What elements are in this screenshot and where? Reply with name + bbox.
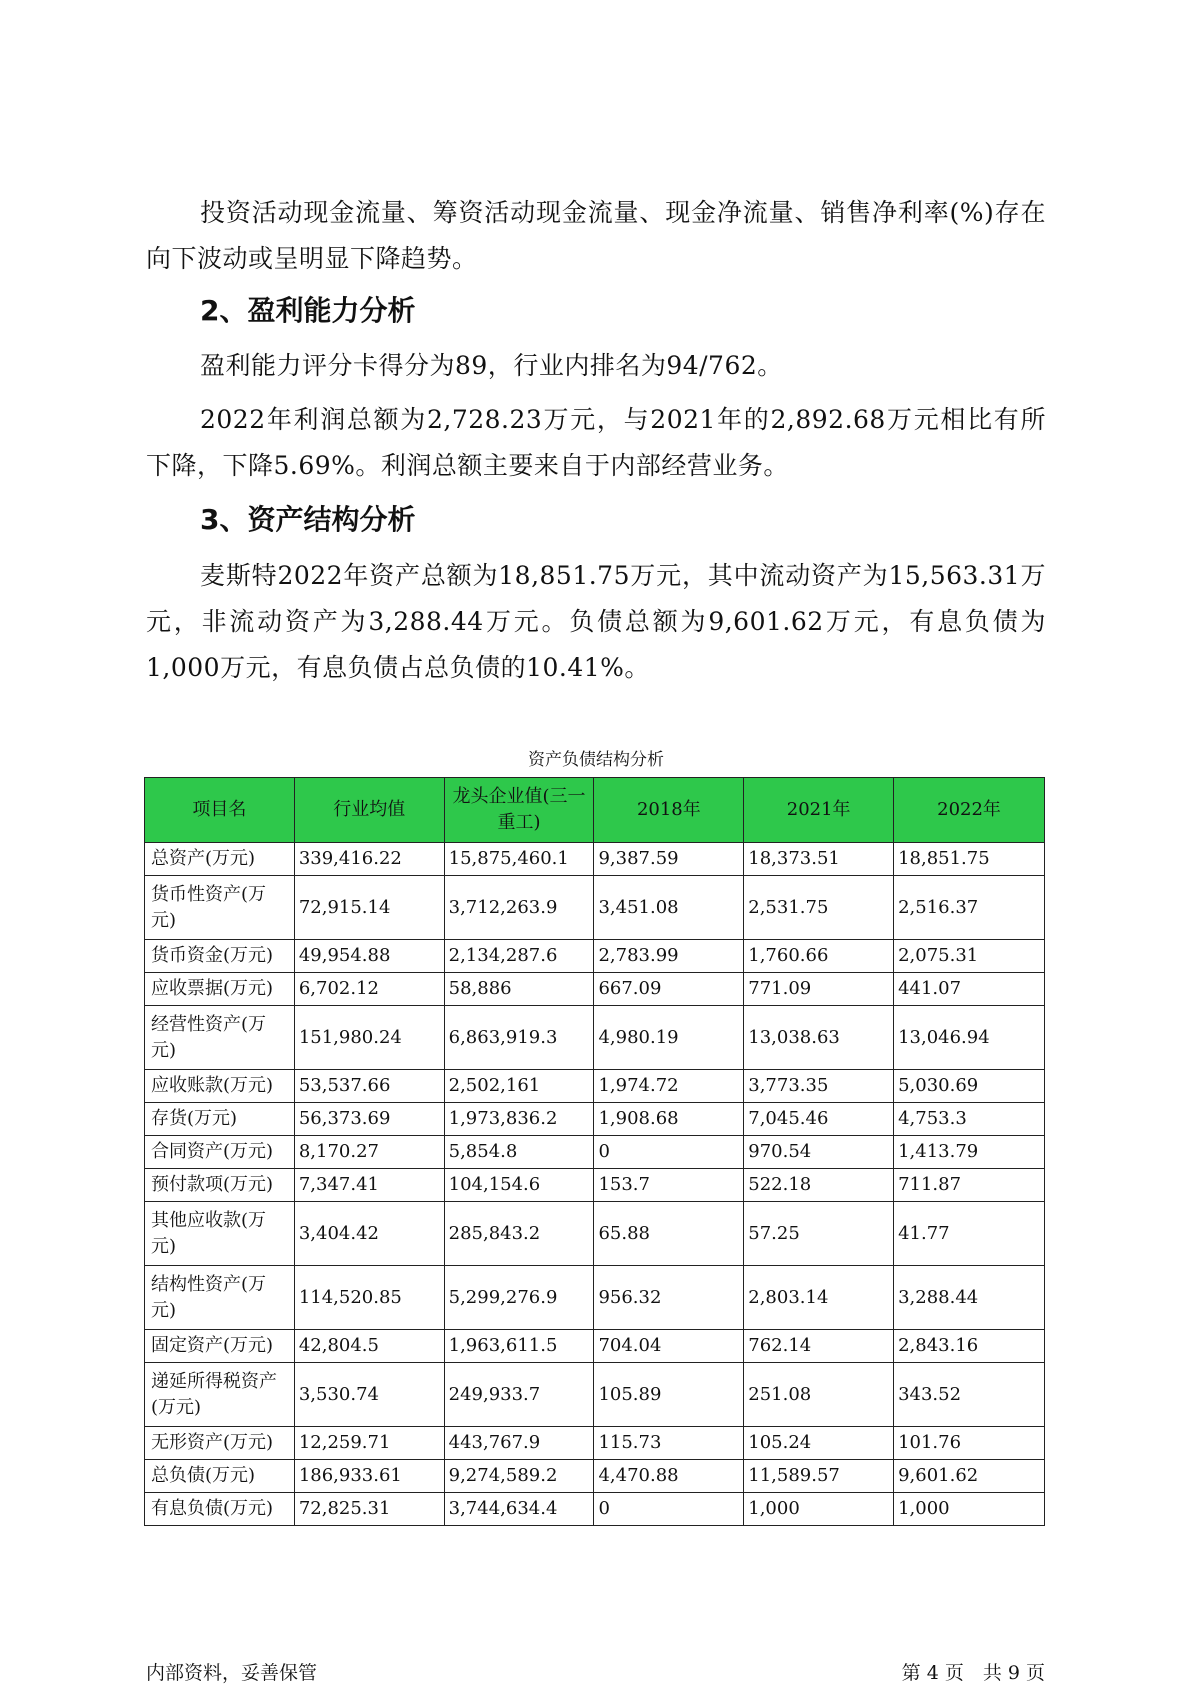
cell-2018: 1,974.72: [594, 1070, 744, 1103]
cell-leader-value: 15,875,460.1: [444, 843, 594, 876]
cell-item-name: 递延所得税资产(万元): [145, 1363, 295, 1427]
cell-industry-average: 151,980.24: [294, 1006, 444, 1070]
cell-item-name: 合同资产(万元): [145, 1136, 295, 1169]
cell-2021: 1,760.66: [744, 940, 894, 973]
cell-2022: 4,753.3: [894, 1103, 1045, 1136]
cell-2018: 0: [594, 1136, 744, 1169]
footer-page-number: 第 4 页 共 9 页: [901, 1662, 1045, 1684]
cell-2022: 343.52: [894, 1363, 1045, 1427]
cell-2018: 115.73: [594, 1427, 744, 1460]
cell-industry-average: 3,530.74: [294, 1363, 444, 1427]
cell-2021: 2,531.75: [744, 876, 894, 940]
cell-industry-average: 114,520.85: [294, 1266, 444, 1330]
cell-2018: 153.7: [594, 1169, 744, 1202]
table-header-row: [145, 778, 1045, 843]
header-2018: 2018年: [594, 778, 744, 843]
cell-industry-average: 3,404.42: [294, 1202, 444, 1266]
cell-2018: 667.09: [594, 973, 744, 1006]
cell-item-name: 总资产(万元): [145, 843, 295, 876]
cell-industry-average: 12,259.71: [294, 1427, 444, 1460]
cell-2022: 13,046.94: [894, 1006, 1045, 1070]
cell-2018: 2,783.99: [594, 940, 744, 973]
cell-2022: 101.76: [894, 1427, 1045, 1460]
cell-industry-average: 42,804.5: [294, 1330, 444, 1363]
cell-item-name: 应收票据(万元): [145, 973, 295, 1006]
cell-leader-value: 1,963,611.5: [444, 1330, 594, 1363]
cell-industry-average: 72,915.14: [294, 876, 444, 940]
cell-leader-value: 3,744,634.4: [444, 1493, 594, 1526]
cell-leader-value: 2,502,161: [444, 1070, 594, 1103]
heading-asset-structure: 3、资产结构分析: [200, 503, 416, 536]
cell-leader-value: 443,767.9: [444, 1427, 594, 1460]
cell-leader-value: 9,274,589.2: [444, 1460, 594, 1493]
cell-2022: 1,413.79: [894, 1136, 1045, 1169]
paragraph-asset-summary: 麦斯特2022年资产总额为18,851.75万元，其中流动资产为15,563.31万元，非流动资产为3,288.44万元。负债总额为9,601.62万元，有息负债为1,000万元，有息负债占总负债的10.41%。: [146, 561, 1046, 682]
cell-2021: 771.09: [744, 973, 894, 1006]
cell-item-name: 总负债(万元): [145, 1460, 295, 1493]
cell-2022: 9,601.62: [894, 1460, 1045, 1493]
cell-2022: 711.87: [894, 1169, 1045, 1202]
header-leader-value: 龙头企业值(三一重工): [444, 778, 594, 843]
cell-industry-average: 53,537.66: [294, 1070, 444, 1103]
cell-leader-value: 104,154.6: [444, 1169, 594, 1202]
header-2022: 2022年: [894, 778, 1045, 843]
cell-item-name: 结构性资产(万元): [145, 1266, 295, 1330]
cell-item-name: 预付款项(万元): [145, 1169, 295, 1202]
cell-2018: 704.04: [594, 1330, 744, 1363]
table-row: [145, 1169, 1045, 1202]
cell-2022: 5,030.69: [894, 1070, 1045, 1103]
cell-item-name: 货币资金(万元): [145, 940, 295, 973]
cell-2018: 105.89: [594, 1363, 744, 1427]
cell-industry-average: 339,416.22: [294, 843, 444, 876]
cell-2018: 956.32: [594, 1266, 744, 1330]
cell-leader-value: 58,886: [444, 973, 594, 1006]
cell-2021: 11,589.57: [744, 1460, 894, 1493]
cell-industry-average: 72,825.31: [294, 1493, 444, 1526]
cell-2022: 41.77: [894, 1202, 1045, 1266]
cell-industry-average: 56,373.69: [294, 1103, 444, 1136]
cell-2018: 1,908.68: [594, 1103, 744, 1136]
header-2021: 2021年: [744, 778, 894, 843]
paragraph-cashflow-trend: 投资活动现金流量、筹资活动现金流量、现金净流量、销售净利率(%)存在向下波动或呈明显下降趋势。: [146, 198, 1046, 273]
paragraph-profit-score: 盈利能力评分卡得分为89，行业内排名为94/762。: [200, 351, 783, 380]
paragraph-profit-total: 2022年利润总额为2,728.23万元，与2021年的2,892.68万元相比有所下降，下降5.69%。利润总额主要来自于内部经营业务。: [146, 405, 1046, 480]
cell-2018: 0: [594, 1493, 744, 1526]
cell-2021: 522.18: [744, 1169, 894, 1202]
table-row: [145, 973, 1045, 1006]
table-row: [145, 1136, 1045, 1169]
cell-2022: 3,288.44: [894, 1266, 1045, 1330]
cell-2021: 762.14: [744, 1330, 894, 1363]
cell-item-name: 货币性资产(万元): [145, 876, 295, 940]
table-row: [145, 1460, 1045, 1493]
cell-leader-value: 1,973,836.2: [444, 1103, 594, 1136]
cell-2022: 18,851.75: [894, 843, 1045, 876]
cell-2018: 65.88: [594, 1202, 744, 1266]
table-row: [145, 1202, 1045, 1266]
table-row: [145, 1427, 1045, 1460]
cell-industry-average: 8,170.27: [294, 1136, 444, 1169]
cell-2021: 2,803.14: [744, 1266, 894, 1330]
cell-industry-average: 6,702.12: [294, 973, 444, 1006]
cell-item-name: 经营性资产(万元): [145, 1006, 295, 1070]
cell-leader-value: 3,712,263.9: [444, 876, 594, 940]
footer-confidential-note: 内部资料，妥善保管: [146, 1662, 318, 1684]
cell-leader-value: 249,933.7: [444, 1363, 594, 1427]
cell-2021: 18,373.51: [744, 843, 894, 876]
cell-2018: 3,451.08: [594, 876, 744, 940]
table-row: [145, 1070, 1045, 1103]
table-row: [145, 876, 1045, 940]
table-row: [145, 1266, 1045, 1330]
cell-2021: 13,038.63: [744, 1006, 894, 1070]
balance-sheet-table: [144, 777, 1045, 1526]
cell-2022: 441.07: [894, 973, 1045, 1006]
cell-industry-average: 186,933.61: [294, 1460, 444, 1493]
cell-leader-value: 5,854.8: [444, 1136, 594, 1169]
header-industry-average: 行业均值: [294, 778, 444, 843]
cell-2021: 7,045.46: [744, 1103, 894, 1136]
table-row: [145, 843, 1045, 876]
cell-industry-average: 49,954.88: [294, 940, 444, 973]
cell-industry-average: 7,347.41: [294, 1169, 444, 1202]
cell-2021: 57.25: [744, 1202, 894, 1266]
cell-leader-value: 285,843.2: [444, 1202, 594, 1266]
cell-2022: 2,843.16: [894, 1330, 1045, 1363]
cell-2022: 2,516.37: [894, 876, 1045, 940]
cell-item-name: 固定资产(万元): [145, 1330, 295, 1363]
cell-2021: 970.54: [744, 1136, 894, 1169]
table-caption: 资产负债结构分析: [528, 750, 664, 770]
cell-2022: 2,075.31: [894, 940, 1045, 973]
cell-item-name: 有息负债(万元): [145, 1493, 295, 1526]
cell-2018: 4,980.19: [594, 1006, 744, 1070]
cell-2021: 251.08: [744, 1363, 894, 1427]
cell-leader-value: 5,299,276.9: [444, 1266, 594, 1330]
cell-item-name: 存货(万元): [145, 1103, 295, 1136]
header-item-name: 项目名: [145, 778, 295, 843]
table-row: [145, 1493, 1045, 1526]
table-row: [145, 1330, 1045, 1363]
cell-2021: 105.24: [744, 1427, 894, 1460]
heading-profitability: 2、盈利能力分析: [200, 294, 416, 327]
cell-2021: 1,000: [744, 1493, 894, 1526]
table-body: [145, 843, 1045, 1526]
table-row: [145, 1363, 1045, 1427]
cell-2018: 4,470.88: [594, 1460, 744, 1493]
cell-leader-value: 6,863,919.3: [444, 1006, 594, 1070]
table-row: [145, 1006, 1045, 1070]
cell-leader-value: 2,134,287.6: [444, 940, 594, 973]
table-row: [145, 1103, 1045, 1136]
cell-item-name: 其他应收款(万元): [145, 1202, 295, 1266]
cell-item-name: 无形资产(万元): [145, 1427, 295, 1460]
cell-2022: 1,000: [894, 1493, 1045, 1526]
cell-2018: 9,387.59: [594, 843, 744, 876]
table-row: [145, 940, 1045, 973]
cell-2021: 3,773.35: [744, 1070, 894, 1103]
cell-item-name: 应收账款(万元): [145, 1070, 295, 1103]
